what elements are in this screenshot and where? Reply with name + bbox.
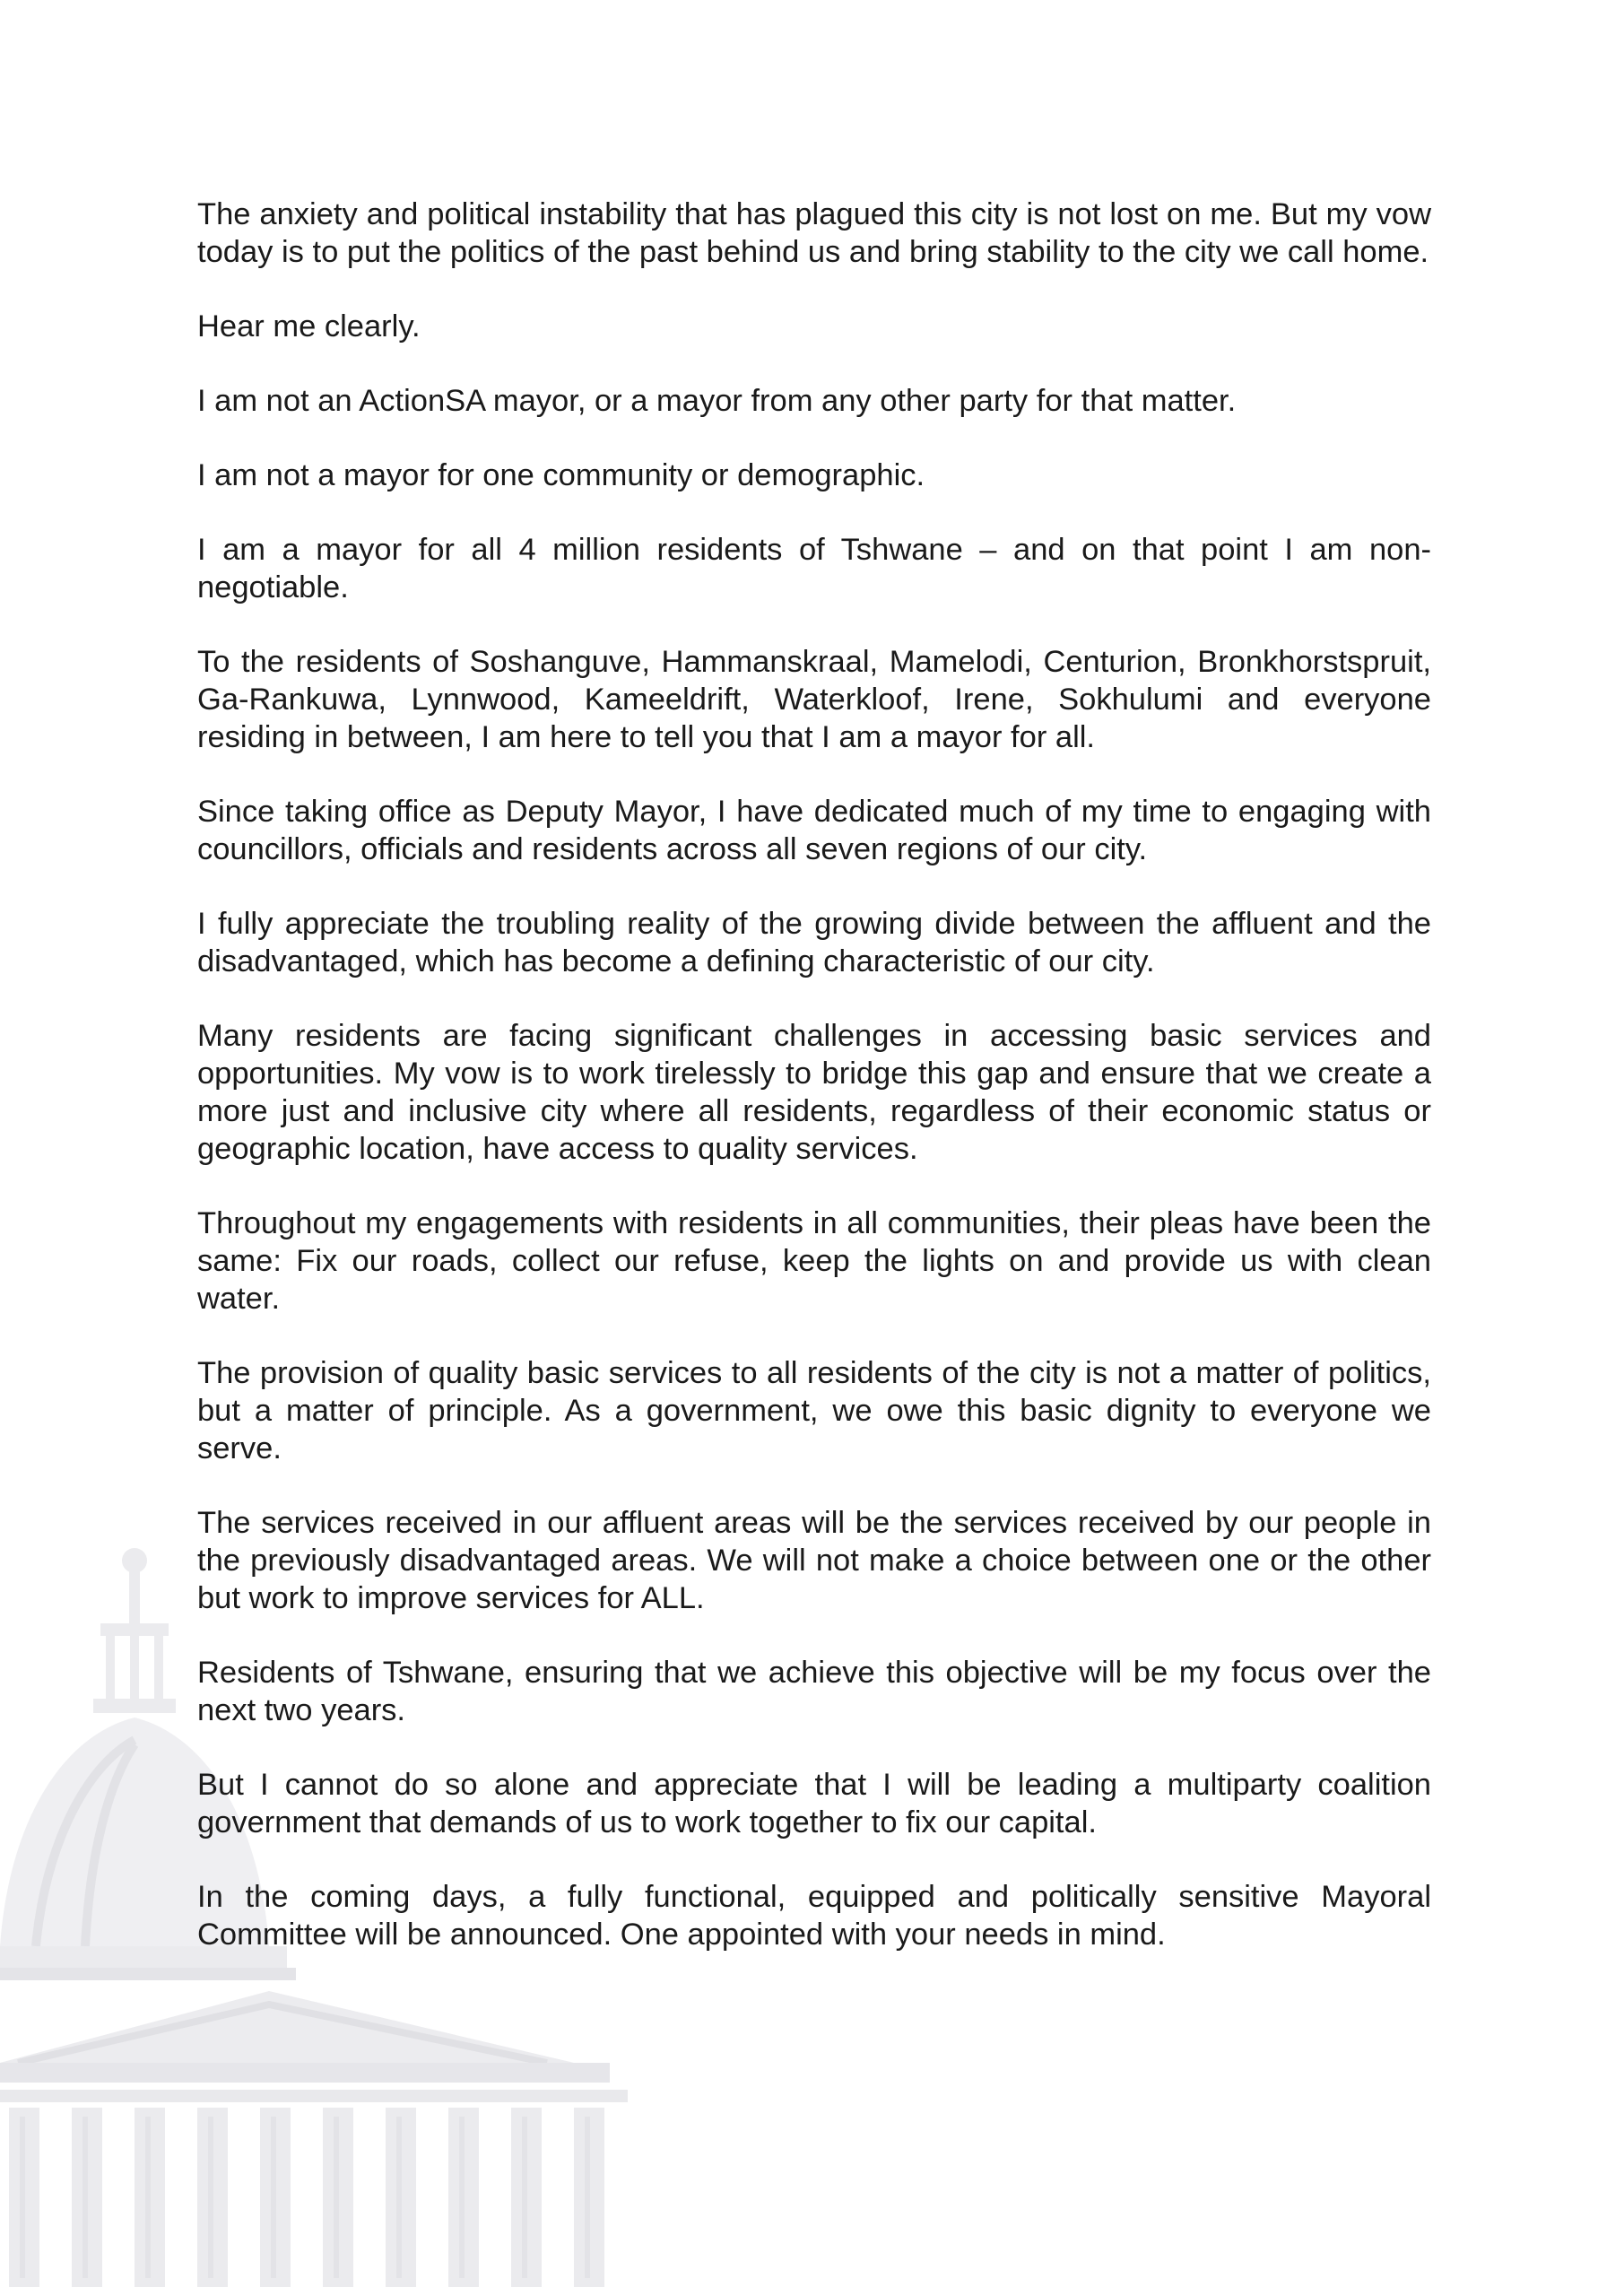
- paragraph-14: But I cannot do so alone and appreciate that I will be leading a multiparty coalition government that demands of us to work together to fix our capital.: [197, 1768, 1431, 1839]
- paragraph-8: I fully appreciate the troubling reality of the growing divide between the affluent and the disadvantaged, which has become a defining characteristic of our city.: [197, 907, 1431, 978]
- paragraph-7: Since taking office as Deputy Mayor, I have dedicated much of my time to engaging with councillors, officials and residents across all seven regions of our city.: [197, 795, 1431, 866]
- paragraph-13: Residents of Tshwane, ensuring that we achieve this objective will be my focus over the next two years.: [197, 1656, 1431, 1727]
- paragraph-1: The anxiety and political instability that has plagued this city is not lost on me. But my vow today is to put the politics of the past behind us and bring stability to the city we call home.: [197, 197, 1431, 269]
- paragraph-9: Many residents are facing significant challenges in accessing basic services and opportunities. My vow is to work tirelessly to bridge this gap and ensure that we create a more just and inclusive city where all residents, regardless of their economic status or geographic location, have access to quality services.: [197, 1019, 1431, 1166]
- paragraph-4: I am not a mayor for one community or demographic.: [197, 458, 925, 492]
- paragraph-11: The provision of quality basic services to all residents of the city is not a matter of politics, but a matter of principle. As a government, we owe this basic dignity to everyone we serve.: [197, 1356, 1431, 1465]
- paragraph-10: Throughout my engagements with residents in all communities, their pleas have been the same: Fix our roads, collect our refuse, keep the lights on and provide us with clean water.: [197, 1206, 1431, 1316]
- paragraph-15: In the coming days, a fully functional, equipped and politically sensitive Mayoral Committee will be announced. One appointed with your needs in mind.: [197, 1880, 1431, 1952]
- paragraph-12: The services received in our affluent areas will be the services received by our people in the previously disadvantaged areas. We will not make a choice between one or the other but work to improve services for ALL.: [197, 1506, 1431, 1615]
- paragraph-3: I am not an ActionSA mayor, or a mayor from any other party for that matter.: [197, 384, 1237, 418]
- paragraph-6: To the residents of Soshanguve, Hammanskraal, Mamelodi, Centurion, Bronkhorstspruit, Ga-Rankuwa, Lynnwood, Kameeldrift, Waterkloof, Irene, Sokhulumi and everyone residing in between, I am here to tell you that I am a mayor for all.: [197, 645, 1431, 754]
- document-body: [197, 196, 1431, 1953]
- paragraph-2: Hear me clearly.: [197, 309, 421, 344]
- paragraph-5: I am a mayor for all 4 million residents of Tshwane – and on that point I am non-negotiable.: [197, 533, 1431, 604]
